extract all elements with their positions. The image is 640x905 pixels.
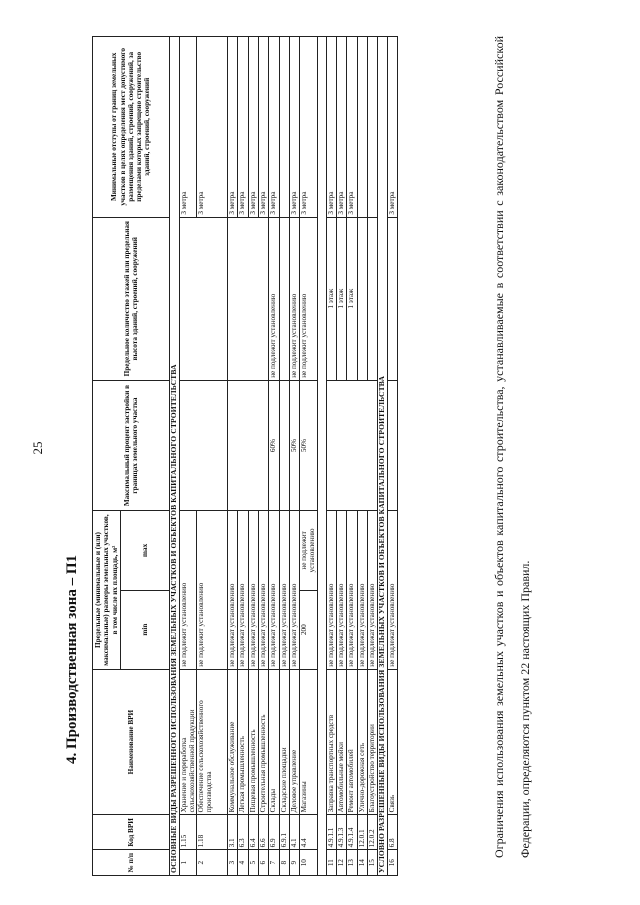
table-row xyxy=(179,37,197,876)
cell-name: Коммунальное обслуживание xyxy=(228,669,238,815)
cell-code: 6.9.1 xyxy=(279,815,289,850)
cell-setback: 3 метра xyxy=(387,37,397,218)
cell-name: Заправка транспортных средств xyxy=(326,669,336,815)
cell-num: 14 xyxy=(357,850,367,876)
cell-size: не подлежат установлению xyxy=(387,511,397,669)
section-row xyxy=(169,37,179,876)
cell-code: 6.6 xyxy=(259,815,269,850)
cell-floors: 1 этаж xyxy=(337,217,347,380)
cell-floors: не подлежит установлению xyxy=(269,217,279,380)
cell-code: 3.1 xyxy=(228,815,238,850)
page-title: 4. Производственная зона – П1 xyxy=(64,554,80,764)
cell-size: не подлежат установлению xyxy=(357,511,367,669)
cell-code: 4.9.1.3 xyxy=(337,815,347,850)
cell-size: не подлежат установлению xyxy=(238,511,248,669)
header-code: Код ВРИ xyxy=(93,815,170,850)
cell-setback: 3 метра xyxy=(289,37,299,218)
header-num: № п/п xyxy=(93,850,170,876)
cell-code: 4.9.1.1 xyxy=(326,815,336,850)
header-max: max xyxy=(120,511,169,590)
cell-num: 5 xyxy=(248,850,258,876)
cell-floors: 1 этаж xyxy=(326,217,336,380)
table-row xyxy=(269,37,279,876)
table-header-row xyxy=(93,37,121,876)
cell-setback: 3 метра xyxy=(347,37,357,218)
table-row xyxy=(289,37,299,876)
cell-setback: 3 метра xyxy=(300,37,318,218)
cell-name: Связь xyxy=(387,669,397,815)
cell-min: 200 xyxy=(300,590,318,669)
cell-percent xyxy=(279,380,289,511)
cell-num: 6 xyxy=(259,850,269,876)
table-row xyxy=(387,37,397,876)
cell-code: 4.9.1.4 xyxy=(347,815,357,850)
cell-floors xyxy=(367,217,377,380)
cell-name: Магазины xyxy=(300,669,318,815)
cell-percent xyxy=(228,380,269,511)
cell-floors xyxy=(228,217,269,380)
section-aux xyxy=(317,37,326,876)
cell-num: 3 xyxy=(228,850,238,876)
cell-num: 7 xyxy=(269,850,279,876)
cell-size: не подлежат установлению xyxy=(347,511,357,669)
rotated-page xyxy=(58,26,558,882)
cell-name: Складские площадки xyxy=(279,669,289,815)
cell-name: Деловое управление xyxy=(289,669,299,815)
cell-name: Благоустройство территории xyxy=(367,669,377,815)
header-min: min xyxy=(120,590,169,669)
cell-name: Обеспечение сельскохозяйственного производства xyxy=(197,669,228,815)
cell-name: Склады xyxy=(269,669,279,815)
cell-num: 9 xyxy=(289,850,299,876)
cell-num: 4 xyxy=(238,850,248,876)
section-row xyxy=(378,37,388,876)
table-row xyxy=(326,37,336,876)
cell-setback: 3 метра xyxy=(248,37,258,218)
page-number: 25 xyxy=(30,441,45,455)
cell-code: 6.4 xyxy=(248,815,258,850)
cell-num: 15 xyxy=(367,850,377,876)
cell-setback: 3 метра xyxy=(326,37,336,218)
cell-max: не подлежит установлению xyxy=(300,511,318,590)
cell-code: 1.15 xyxy=(179,815,197,850)
cell-size: не подлежат установлению xyxy=(269,511,279,669)
table-row xyxy=(228,37,238,876)
cell-floors xyxy=(387,217,397,380)
header-name: Наименование ВРИ xyxy=(93,669,170,815)
table-row xyxy=(300,37,318,876)
cell-num: 16 xyxy=(387,850,397,876)
table-row xyxy=(279,37,289,876)
cell-size: не подлежат установлению xyxy=(279,511,289,669)
cell-percent: 50% xyxy=(300,380,318,511)
header-floors: Предельное количество этажей или предельная высота зданий, строений, сооружений xyxy=(93,217,170,380)
cell-setback: 3 метра xyxy=(337,37,347,218)
cell-floors: не подлежит установлению xyxy=(300,217,318,380)
cell-floors xyxy=(279,217,289,380)
cell-num: 2 xyxy=(197,850,228,876)
cell-size: не подлежат установлению xyxy=(248,511,258,669)
cell-code: 6.9 xyxy=(269,815,279,850)
zone-regulations-table xyxy=(92,36,398,876)
cell-num: 13 xyxy=(347,850,357,876)
cell-name: Ремонт автомобилей xyxy=(347,669,357,815)
cell-size: не подлежат установлению xyxy=(289,511,299,669)
cell-setback: 3 метра xyxy=(269,37,279,218)
cell-size: не подлежат установлению xyxy=(259,511,269,669)
cell-code: 4.1 xyxy=(289,815,299,850)
cell-size: не подлежат установлению xyxy=(337,511,347,669)
cell-name: Автомобильные мойки xyxy=(337,669,347,815)
cell-percent xyxy=(179,380,228,511)
cell-code: 1.18 xyxy=(197,815,228,850)
section-row xyxy=(317,37,326,876)
cell-size: не подлежит установлению xyxy=(197,511,228,669)
cell-code: 6.3 xyxy=(238,815,248,850)
header-setback: Минимальные отступы от границ земельных участков в целях определения мест допустимого размещения зданий, строений, сооружений, за пределами которых запрещено строительство зданий, строений, сооружений xyxy=(93,37,170,218)
cell-setback xyxy=(357,37,367,218)
header-sizes: Предельные (минимальные и (или) максимальные) размеры земельных участков, в том числе их площадь, м² xyxy=(93,511,121,669)
section-conditional: УСЛОВНО РАЗРЕШЕННЫЕ ВИДЫ ИСПОЛЬЗОВАНИЯ ЗЕМЕЛЬНЫХ УЧАСТКОВ И ОБЪЕКТОВ КАПИТАЛЬНОГО СТРОИТЕЛЬСТВА xyxy=(378,37,388,876)
cell-setback: 3 метра xyxy=(179,37,197,218)
cell-name: Пищевая промышленность xyxy=(248,669,258,815)
cell-code: 6.8 xyxy=(387,815,397,850)
cell-name: Строительная промышленность xyxy=(259,669,269,815)
cell-percent: 60% xyxy=(269,380,279,511)
cell-floors xyxy=(357,217,367,380)
cell-code: 12.0.2 xyxy=(367,815,377,850)
cell-code: 12.0.1 xyxy=(357,815,367,850)
cell-num: 8 xyxy=(279,850,289,876)
cell-setback: 3 метра xyxy=(259,37,269,218)
section-main: ОСНОВНЫЕ ВИДЫ РАЗРЕШЕННОГО ИСПОЛЬЗОВАНИЯ ЗЕМЕЛЬНЫХ УЧАСТКОВ И ОБЪЕКТОВ КАПИТАЛЬНОГО СТРОИТЕЛЬСТВА xyxy=(169,37,179,876)
cell-num: 10 xyxy=(300,850,318,876)
cell-size: не подлежат установлению xyxy=(326,511,336,669)
cell-size: не подлежат установлению xyxy=(367,511,377,669)
cell-floors xyxy=(179,217,228,380)
cell-name: Легкая промышленность xyxy=(238,669,248,815)
cell-name: Хранение и переработка сельскохозяйственной продукции xyxy=(179,669,197,815)
footnote-text: Ограничения использования земельных участков и объектов капитального строительства, устанавливаемые в соответствии с законодательством Российской Федерации, определяются пунктом 22 настоящих Правил. xyxy=(492,36,532,858)
cell-name: Улично-дорожная сеть xyxy=(357,669,367,815)
cell-percent: 50% xyxy=(289,380,299,511)
cell-num: 11 xyxy=(326,850,336,876)
rotated-content xyxy=(58,26,558,882)
cell-setback xyxy=(367,37,377,218)
header-percent: Максимальный процент застройки в границах земельного участка xyxy=(93,380,170,511)
cell-floors: не подлежит установлению xyxy=(289,217,299,380)
cell-code: 4.4 xyxy=(300,815,318,850)
cell-percent xyxy=(387,380,397,511)
cell-size: не подлежат установлению xyxy=(228,511,238,669)
cell-setback: 3 метра xyxy=(228,37,238,218)
cell-num: 1 xyxy=(179,850,197,876)
cell-setback: 3 метра xyxy=(238,37,248,218)
cell-floors: 1 этаж xyxy=(347,217,357,380)
cell-size: не подлежит установлению xyxy=(179,511,197,669)
cell-setback: 3 метра xyxy=(197,37,228,218)
cell-num: 12 xyxy=(337,850,347,876)
cell-setback xyxy=(279,37,289,218)
cell-percent xyxy=(326,380,377,511)
